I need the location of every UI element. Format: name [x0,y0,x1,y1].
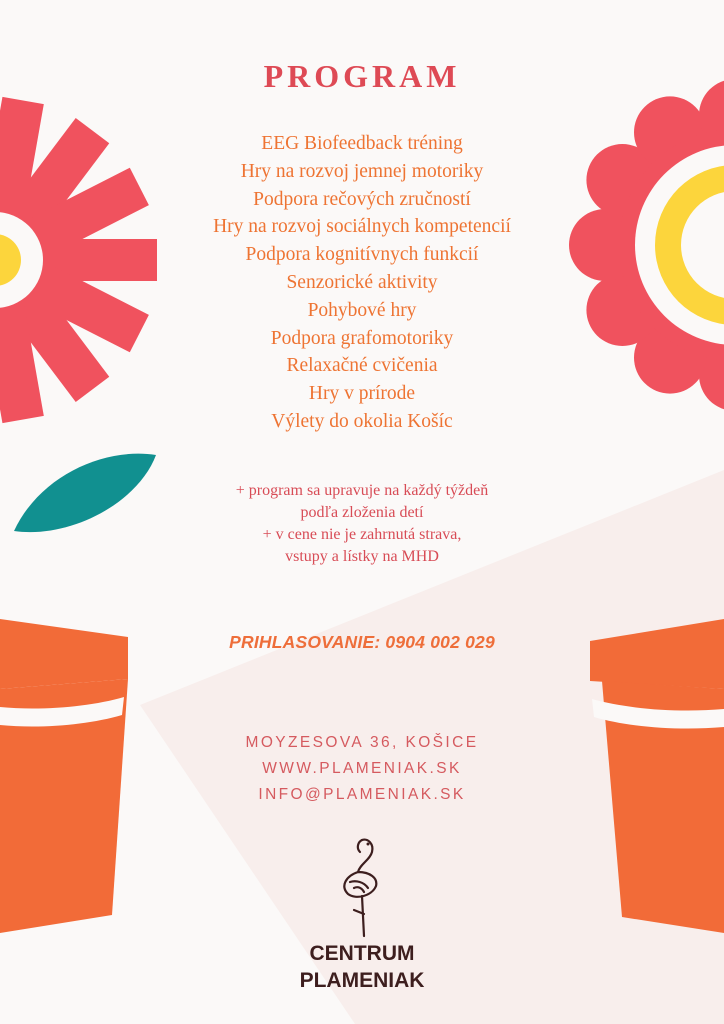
page-title: PROGRAM [263,58,461,94]
logo-line-2: PLAMENIAK [299,969,425,992]
note-line: + program sa upravuje na každý týždeň [235,482,489,499]
program-item: EEG Biofeedback tréning [261,133,463,154]
note-line: podľa zloženia detí [300,504,424,521]
program-item: Hry na rozvoj sociálnych kompetencií [213,216,511,238]
right-flower-icon [560,80,724,410]
flamingo-icon [332,836,392,940]
program-item: Relaxačné cvičenia [286,355,438,377]
program-item: Pohybové hry [307,299,417,321]
signup-phone: PRIHLASOVANIE: 0904 002 029 [229,632,495,652]
logo-line-1: CENTRUM [309,942,415,965]
logo-text [212,940,512,994]
program-list [150,130,574,436]
email-link[interactable]: INFO@PLAMENIAK.SK [258,786,466,803]
program-item: Podpora rečových zručností [253,188,471,210]
leaf-icon [10,445,160,540]
program-item: Hry na rozvoj jemnej motoriky [240,160,484,182]
program-item: Podpora grafomotoriky [270,327,454,349]
website-link[interactable]: WWW.PLAMENIAK.SK [262,760,462,777]
note-line: vstupy a lístky na MHD [285,548,439,565]
program-item: Výlety do okolia Košíc [271,410,453,432]
right-pot-icon [588,615,724,945]
contact-info [150,730,574,808]
left-pot-icon [0,615,135,945]
program-item: Hry v prírode [308,383,416,405]
address-text: MOYZESOVA 36, KOŠICE [245,734,479,751]
program-notes [150,480,574,568]
program-item: Senzorické aktivity [286,271,438,293]
note-line: + v cene nie je zahrnutá strava, [262,526,462,543]
program-item: Podpora kognitívnych funkcií [245,244,479,266]
